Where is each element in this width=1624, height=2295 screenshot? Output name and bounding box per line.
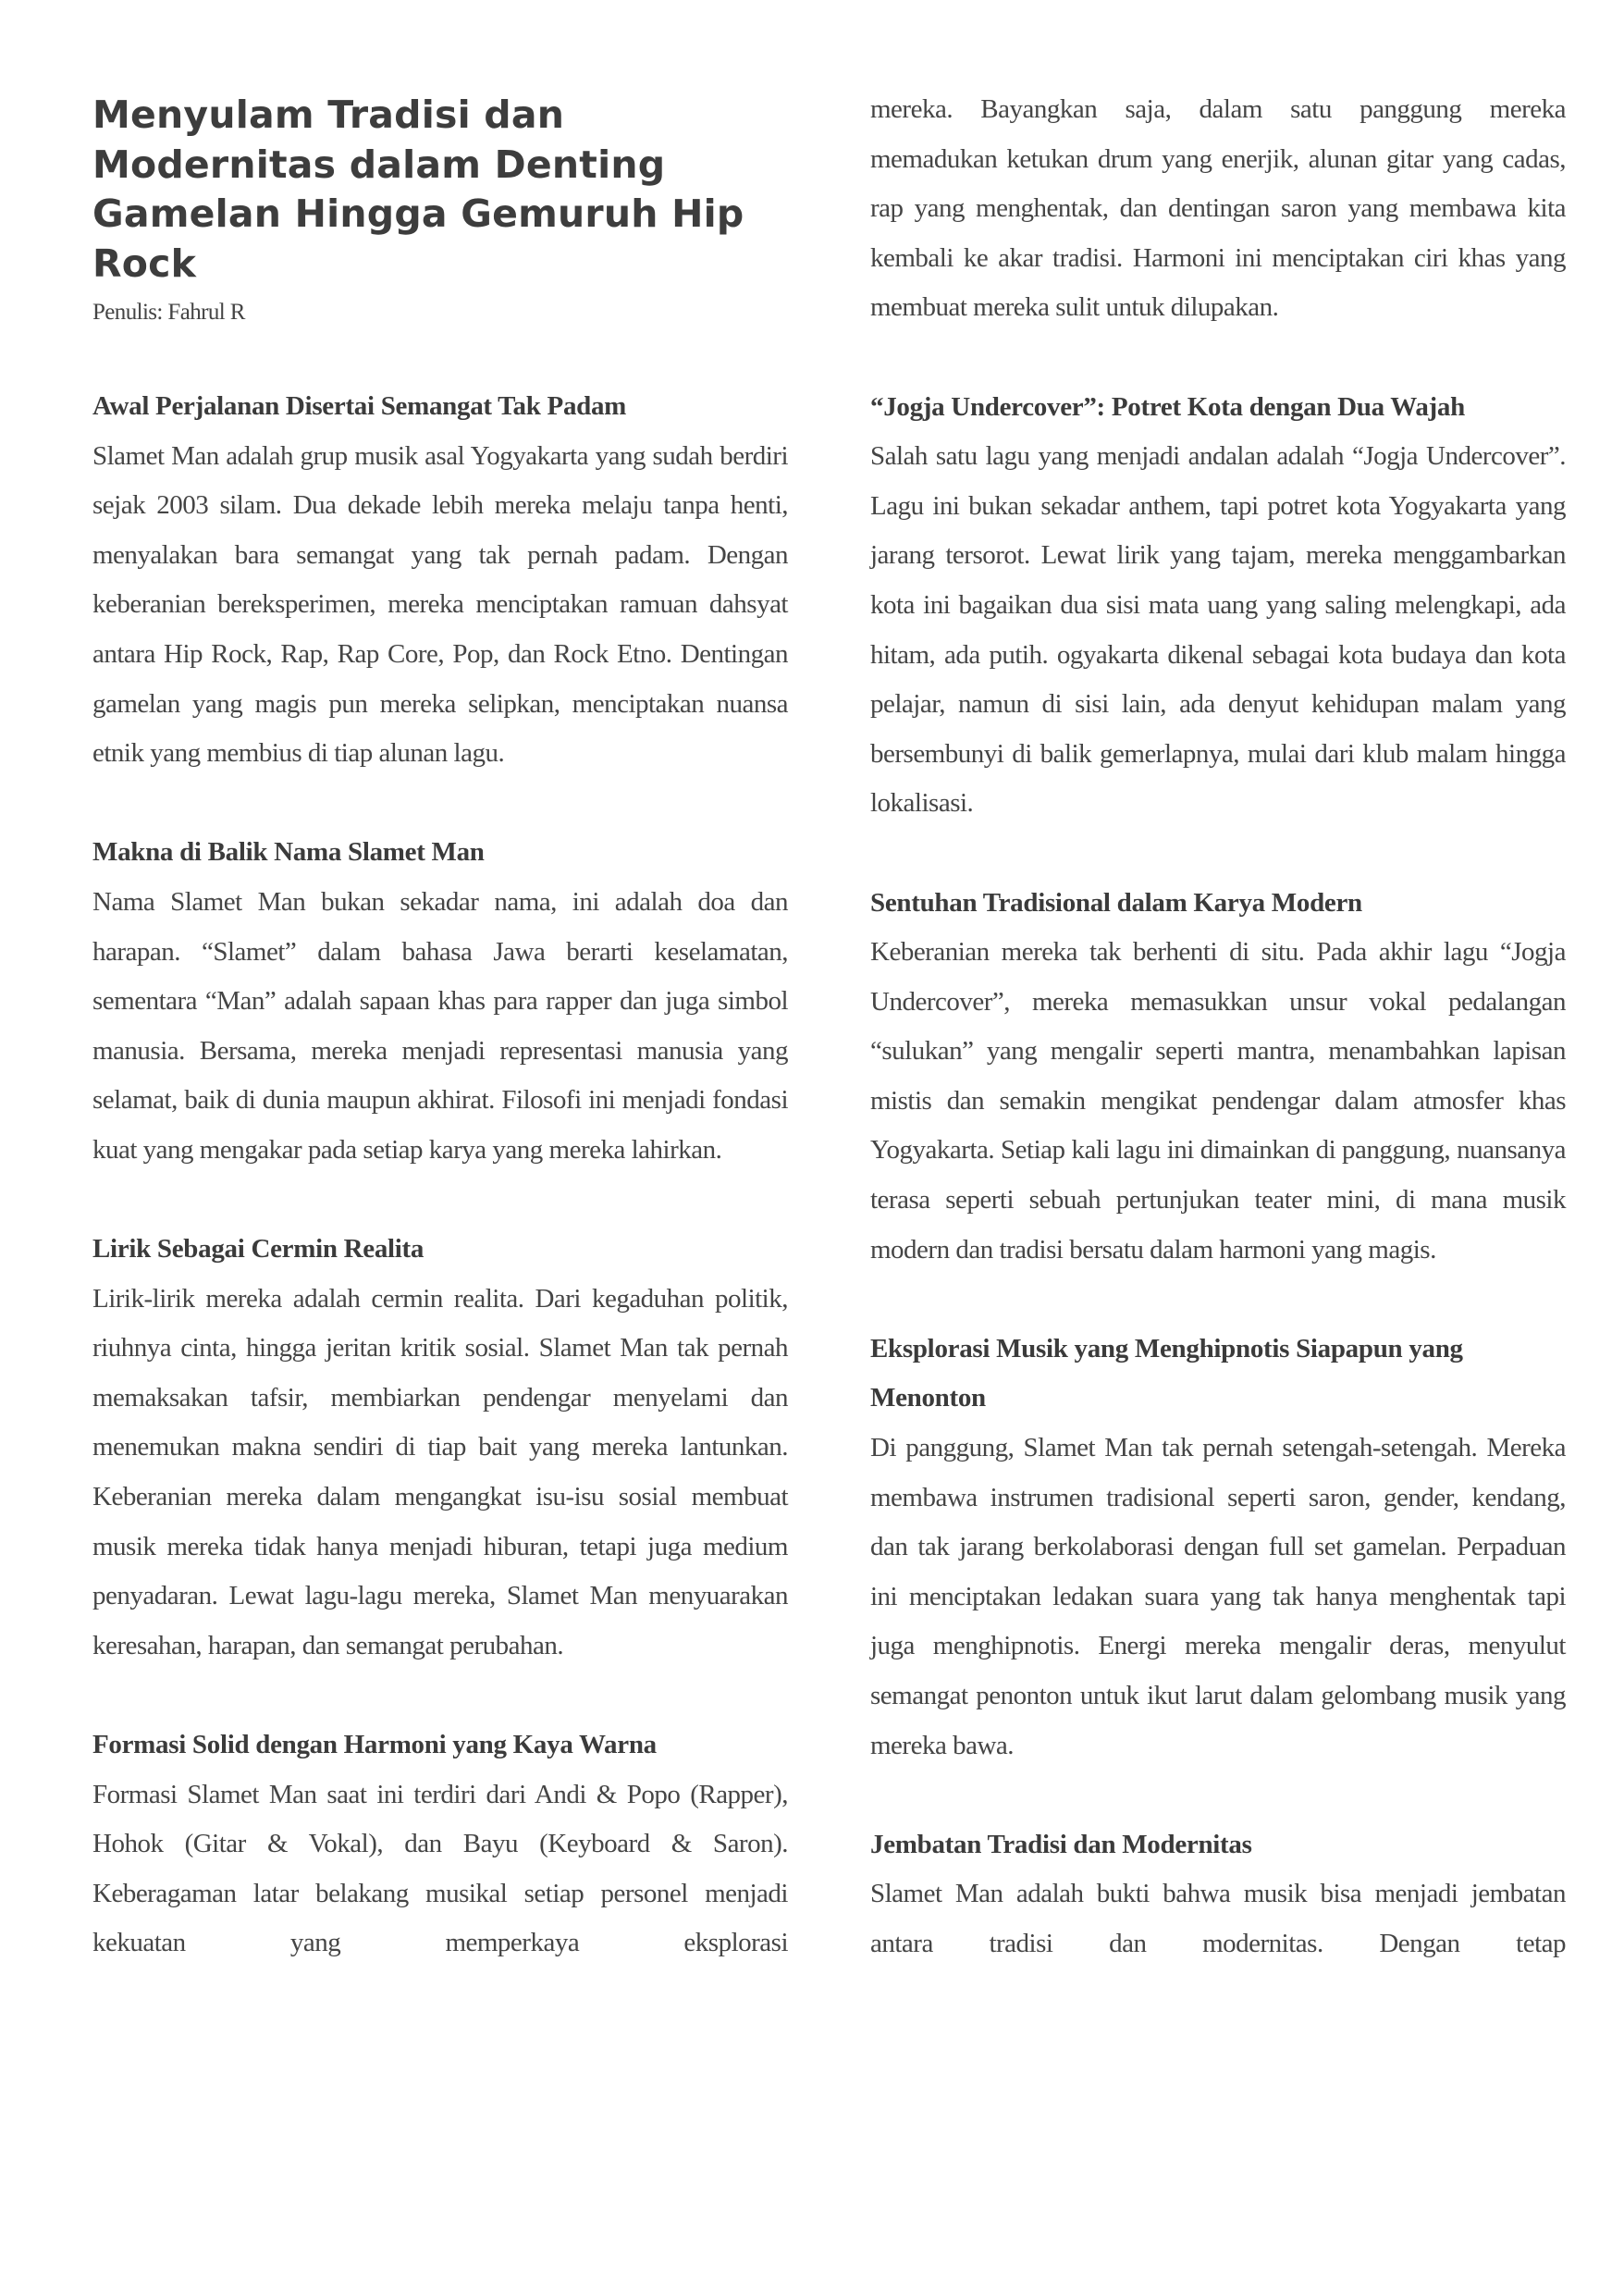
section-heading: Formasi Solid dengan Harmoni yang Kaya Warna [92, 1730, 657, 1760]
section-heading: Sentuhan Tradisional dalam Karya Modern [870, 887, 1362, 918]
right-column [870, 85, 1566, 1969]
section-awal-perjalanan [92, 382, 788, 779]
section-makna-nama [92, 828, 788, 1175]
section-lirik-realita [92, 1225, 788, 1671]
section-heading: Jembatan Tradisi dan Modernitas [870, 1829, 1252, 1859]
section-jembatan-tradisi [870, 1820, 1566, 1969]
section-heading: Awal Perjalanan Disertai Semangat Tak Padam [92, 391, 627, 421]
section-body: Nama Slamet Man bukan sekadar nama, ini adalah doa dan harapan. “Slamet” dalam bahasa Jawa berarti keselamatan, sementara “Man” adalah sapaan khas para rapper dan juga simbol manusia. Bersama, mereka menjadi representasi manusia yang selamat, baik di dunia maupun akhirat. Filosofi ini menjadi fondasi kuat yang mengakar pada setiap karya yang mereka lahirkan. [92, 886, 788, 1165]
section-jogja-undercover [870, 383, 1566, 829]
section-heading: “Jogja Undercover”: Potret Kota dengan Dua Wajah [870, 391, 1465, 422]
section-body: Salah satu lagu yang menjadi andalan adalah “Jogja Undercover”. Lagu ini bukan sekadar anthem, tapi potret kota Yogyakarta yang jarang tersorot. Lewat lirik yang tajam, mereka menggambarkan kota ini bagaikan dua sisi mata uang yang saling melengkapi, ada hitam, ada putih. ogyakarta dikenal sebagai kota budaya dan kota pelajar, namun di sisi lain, ada denyut kehidupan malam yang bersembunyi di balik gemerlapnya, mulai dari klub malam hingga lokalisasi. [870, 441, 1566, 819]
section-body: Formasi Slamet Man saat ini terdiri dari Andi & Popo (Rapper), Hohok (Gitar & Vokal), dan Bayu (Keyboard & Saron). Keberagaman latar belakang musikal setiap personel menjadi kekuatan yang memperkaya eksplorasi [92, 1779, 788, 1958]
section-body: Slamet Man adalah bukti bahwa musik bisa menjadi jembatan antara tradisi dan modernitas. Dengan tetap [870, 1879, 1566, 1958]
section-body: Lirik-lirik mereka adalah cermin realita. Dari kegaduhan politik, riuhnya cinta, hingga jeritan kritik sosial. Slamet Man tak pernah memaksakan tafsir, membiarkan pendengar menyelami dan menemukan makna sendiri di tiap bait yang mereka lantunkan. Keberanian mereka dalam mengangkat isu-isu sosial membuat musik mereka tidak hanya menjadi hiburan, tetapi juga medium penyadaran. Lewat lagu-lagu mereka, Slamet Man menyuarakan keresahan, harapan, dan semangat perubahan. [92, 1283, 788, 1660]
section-eksplorasi-musik [870, 1325, 1566, 1771]
section-sentuhan-tradisional [870, 879, 1566, 1276]
article-author: Penulis: Fahrul R [92, 300, 245, 325]
section-heading: Eksplorasi Musik yang Menghipnotis Siapapun yang Menonton [870, 1333, 1463, 1413]
section-heading: Makna di Balik Nama Slamet Man [92, 837, 485, 868]
left-column [92, 91, 788, 1968]
section-formasi-solid [92, 1721, 788, 1968]
section-body: Slamet Man adalah grup musik asal Yogyakarta yang sudah berdiri sejak 2003 silam. Dua dekade lebih mereka melaju tanpa henti, menyalakan bara semangat yang tak pernah padam. Dengan keberanian bereksperimen, mereka menciptakan ramuan dahsyat antara Hip Rock, Rap, Rap Core, Pop, dan Rock Etno. Dentingan gamelan yang magis pun mereka selipkan, menciptakan nuansa etnik yang membius di tiap alunan lagu. [92, 440, 788, 769]
section-body: Di panggung, Slamet Man tak pernah setengah-setengah. Mereka membawa instrumen tradisional seperti saron, gender, kendang, dan tak jarang berkolaborasi dengan full set gamelan. Perpaduan ini menciptakan ledakan suara yang tak hanya menghentak tapi juga menghipnotis. Energi mereka mengalir deras, menyulut semangat penonton untuk ikut larut dalam gelombang musik yang mereka bawa. [870, 1433, 1566, 1760]
continuation-paragraph: mereka. Bayangkan saja, dalam satu panggung mereka memadukan ketukan drum yang enerjik, alunan gitar yang cadas, rap yang menghentak, dan dentingan saron yang membawa kita kembali ke akar tradisi. Harmoni ini menciptakan ciri khas yang membuat mereka sulit untuk dilupakan. [870, 94, 1566, 323]
section-heading: Lirik Sebagai Cermin Realita [92, 1234, 424, 1265]
section-body: Keberanian mereka tak berhenti di situ. Pada akhir lagu “Jogja Undercover”, mereka memasukkan unsur vokal pedalangan “sulukan” yang mengalir seperti mantra, menambahkan lapisan mistis dan semakin mengikat pendengar dalam atmosfer khas Yogyakarta. Setiap kali lagu ini dimainkan di panggung, nuansanya terasa seperti sebuah pertunjukan teater mini, di mana musik modern dan tradisi bersatu dalam harmoni yang magis. [870, 937, 1566, 1265]
article-title: Menyulam Tradisi dan Modernitas dalam Denting Gamelan Hingga Gemuruh Hip Rock [92, 93, 744, 286]
